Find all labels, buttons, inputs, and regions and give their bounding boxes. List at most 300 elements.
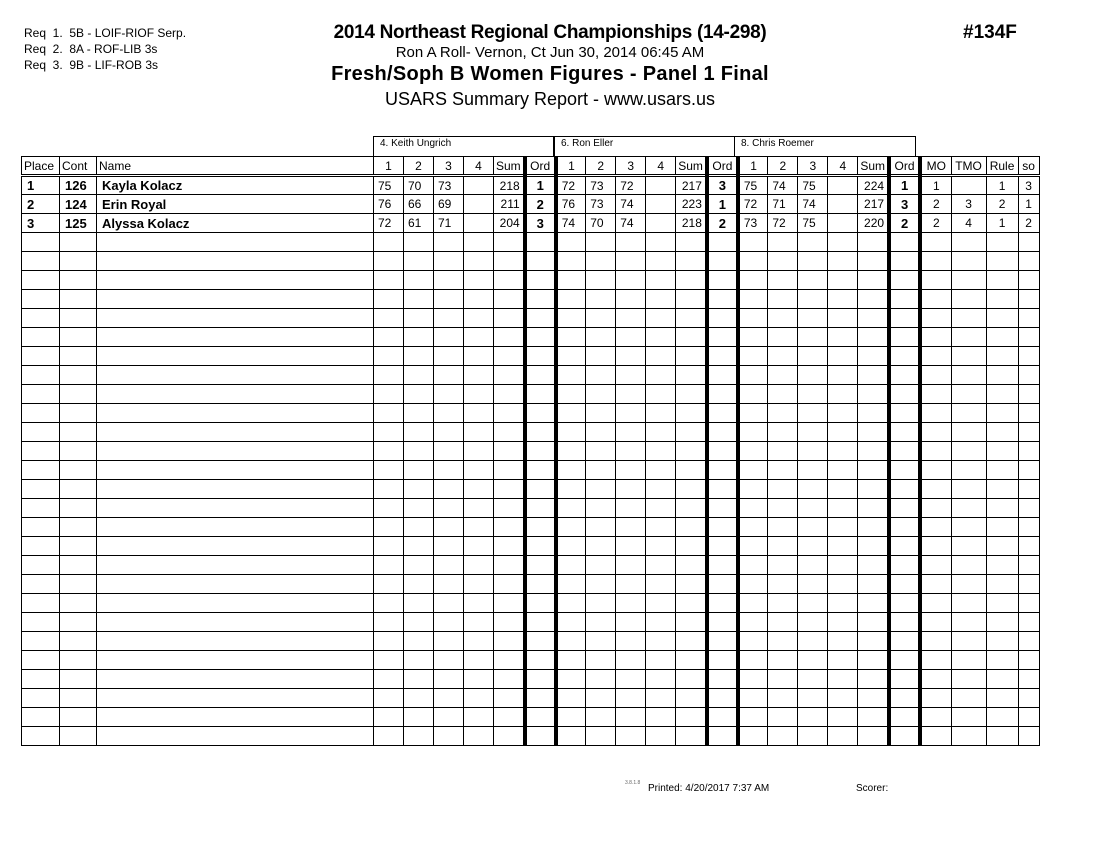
- judge-1-figure-3-score: [434, 347, 464, 366]
- col-j1-fig4: 4: [464, 157, 494, 176]
- mo-cell: [920, 385, 951, 404]
- judge-2-sum: [676, 252, 707, 271]
- judge-1-figure-3-score: [434, 708, 464, 727]
- judge-3-figure-3-score: [798, 670, 828, 689]
- judge-1-figure-2-score: [404, 385, 434, 404]
- judge-1-figure-2-score: [404, 347, 434, 366]
- rule-cell: [986, 708, 1018, 727]
- place-cell: [22, 252, 60, 271]
- scorer-label: Scorer:: [856, 783, 889, 794]
- judge-1-figure-1-score: [374, 613, 404, 632]
- skater-name-cell: [97, 252, 374, 271]
- judge-3-figure-4-score: [828, 176, 858, 195]
- judge-3-sum: [858, 404, 889, 423]
- judge-3-figure-4-score: [828, 461, 858, 480]
- judge-3-figure-3-score: [798, 347, 828, 366]
- judge-3-figure-3-score: [798, 632, 828, 651]
- so-cell: [1018, 518, 1039, 537]
- judge-3-figure-4-score: [828, 404, 858, 423]
- col-j1-ord: Ord: [525, 157, 556, 176]
- contestant-number-cell: [60, 423, 97, 442]
- so-cell: [1018, 670, 1039, 689]
- judge-3-figure-1-score: [738, 385, 768, 404]
- mo-cell: [920, 290, 951, 309]
- judge-2-figure-2-score: [586, 347, 616, 366]
- judge-2-figure-4-score: [646, 575, 676, 594]
- judge-2-ordinal: [707, 347, 738, 366]
- judge-2-figure-2-score: [586, 233, 616, 252]
- judge-1-figure-4-score: [464, 214, 494, 233]
- judge-2-sum: [676, 309, 707, 328]
- so-cell: [1018, 632, 1039, 651]
- judge-2-sum: [676, 689, 707, 708]
- judge-2-figure-4-score: [646, 727, 676, 746]
- judge-2-sum: [676, 423, 707, 442]
- judge-1-figure-1-score: [374, 423, 404, 442]
- judge-2-figure-2-score: [586, 423, 616, 442]
- contestant-number-cell: 124: [60, 195, 97, 214]
- judge-1-figure-3-score: [434, 385, 464, 404]
- judge-1-figure-1-score: [374, 727, 404, 746]
- judge-1-figure-1-score: [374, 537, 404, 556]
- contestant-number-cell: [60, 461, 97, 480]
- place-cell: 2: [22, 195, 60, 214]
- judge-1-figure-3-score: [434, 727, 464, 746]
- judge-1-sum: [494, 442, 525, 461]
- judge-3-figure-2-score: [768, 537, 798, 556]
- judge-1-figure-2-score: [404, 290, 434, 309]
- judge-1-ordinal: [525, 613, 556, 632]
- judge-3-ordinal: [889, 708, 920, 727]
- judge-1-figure-4-score: [464, 195, 494, 214]
- rule-cell: [986, 309, 1018, 328]
- tmo-cell: [951, 499, 986, 518]
- contestant-number-cell: [60, 727, 97, 746]
- competition-title: 2014 Northeast Regional Championships (14-298): [333, 22, 767, 43]
- place-cell: [22, 366, 60, 385]
- judge-1-figure-2-score: [404, 708, 434, 727]
- judge-1-sum: [494, 480, 525, 499]
- judge-1-figure-1-score: [374, 385, 404, 404]
- judge-3-figure-2-score: 72: [768, 214, 798, 233]
- judge-2-sum: 223: [676, 195, 707, 214]
- judge-3-figure-1-score: [738, 404, 768, 423]
- judge-3-sum: [858, 290, 889, 309]
- rule-cell: [986, 689, 1018, 708]
- judge-2-figure-3-score: [616, 385, 646, 404]
- table-row: [22, 195, 1040, 214]
- judge-1-figure-1-score: [374, 651, 404, 670]
- mo-cell: [920, 727, 951, 746]
- judge-2-figure-4-score: [646, 214, 676, 233]
- judge-3-figure-4-score: [828, 252, 858, 271]
- table-row: [22, 556, 1040, 575]
- judge-1-ordinal: [525, 651, 556, 670]
- judge-1-ordinal: 2: [525, 195, 556, 214]
- judge-1-figure-2-score: [404, 404, 434, 423]
- judge-2-figure-1-score: [556, 366, 586, 385]
- judge-1-ordinal: [525, 632, 556, 651]
- judge-2-figure-3-score: [616, 309, 646, 328]
- judge-2-ordinal: [707, 613, 738, 632]
- so-cell: [1018, 366, 1039, 385]
- col-j3-fig4: 4: [828, 157, 858, 176]
- judge-3-ordinal: [889, 689, 920, 708]
- judge-1-figure-1-score: [374, 670, 404, 689]
- judge-1-figure-4-score: [464, 461, 494, 480]
- judge-2-figure-3-score: [616, 537, 646, 556]
- contestant-number-cell: [60, 309, 97, 328]
- judge-3-figure-2-score: [768, 252, 798, 271]
- judge-3-figure-4-score: [828, 480, 858, 499]
- contestant-number-cell: [60, 575, 97, 594]
- place-cell: [22, 518, 60, 537]
- judge-1-ordinal: 3: [525, 214, 556, 233]
- requirement-3: Req 3. 9B - LIF-ROB 3s: [24, 58, 159, 72]
- judge-2-figure-3-score: [616, 499, 646, 518]
- judge-3-figure-2-score: [768, 632, 798, 651]
- tmo-cell: [951, 670, 986, 689]
- mo-cell: [920, 423, 951, 442]
- judge-1-ordinal: [525, 271, 556, 290]
- judge-2-figure-1-score: [556, 404, 586, 423]
- contestant-number-cell: [60, 708, 97, 727]
- tmo-cell: [951, 176, 986, 195]
- tmo-cell: [951, 252, 986, 271]
- tmo-cell: [951, 613, 986, 632]
- judge-1-ordinal: [525, 442, 556, 461]
- rule-cell: [986, 518, 1018, 537]
- judge-1-figure-4-score: [464, 271, 494, 290]
- judge-3-ordinal: [889, 556, 920, 575]
- judge-2-figure-4-score: [646, 366, 676, 385]
- tmo-cell: [951, 233, 986, 252]
- judge-1-figure-2-score: [404, 499, 434, 518]
- judge-2-figure-4-score: [646, 632, 676, 651]
- judge-2-sum: [676, 499, 707, 518]
- judge-1-figure-2-score: [404, 328, 434, 347]
- judge-1-figure-2-score: [404, 480, 434, 499]
- judge-3-ordinal: [889, 537, 920, 556]
- judge-2-figure-4-score: [646, 252, 676, 271]
- so-cell: [1018, 309, 1039, 328]
- judge-2-figure-1-score: [556, 328, 586, 347]
- judge-2-ordinal: [707, 385, 738, 404]
- mo-cell: [920, 271, 951, 290]
- judge-1-figure-4-score: [464, 556, 494, 575]
- judge-1-figure-3-score: 73: [434, 176, 464, 195]
- col-j2-sum: Sum: [676, 157, 707, 176]
- rule-cell: [986, 423, 1018, 442]
- judge-1-figure-3-score: [434, 670, 464, 689]
- judge-3-ordinal: [889, 613, 920, 632]
- col-j2-fig3: 3: [616, 157, 646, 176]
- judge-1-ordinal: [525, 233, 556, 252]
- tmo-cell: [951, 594, 986, 613]
- table-row: [22, 575, 1040, 594]
- table-row: [22, 233, 1040, 252]
- judge-3-figure-3-score: [798, 594, 828, 613]
- judge-2-figure-3-score: [616, 252, 646, 271]
- judge-1-figure-3-score: [434, 613, 464, 632]
- rule-cell: [986, 632, 1018, 651]
- judge-2-ordinal: [707, 442, 738, 461]
- col-j2-fig2: 2: [586, 157, 616, 176]
- judge-3-figure-1-score: [738, 328, 768, 347]
- place-cell: [22, 575, 60, 594]
- contestant-number-cell: [60, 442, 97, 461]
- so-cell: 1: [1018, 195, 1039, 214]
- judge-1-sum: [494, 404, 525, 423]
- judge-2-figure-1-score: [556, 290, 586, 309]
- table-row: [22, 347, 1040, 366]
- contestant-number-cell: 126: [60, 176, 97, 195]
- rule-cell: 2: [986, 195, 1018, 214]
- contestant-number-cell: [60, 689, 97, 708]
- judge-1-ordinal: [525, 366, 556, 385]
- judge-1-figure-1-score: [374, 347, 404, 366]
- judge-1-ordinal: [525, 404, 556, 423]
- judge-1-figure-4-score: [464, 613, 494, 632]
- rule-cell: [986, 556, 1018, 575]
- judge-2-figure-1-score: [556, 499, 586, 518]
- judge-1-ordinal: [525, 480, 556, 499]
- judge-2-figure-4-score: [646, 176, 676, 195]
- judge-3-figure-2-score: [768, 708, 798, 727]
- judge-1-sum: [494, 537, 525, 556]
- judge-3-sum: [858, 461, 889, 480]
- judge-3-sum: [858, 689, 889, 708]
- judge-2-figure-1-score: [556, 594, 586, 613]
- table-row: [22, 518, 1040, 537]
- judge-1-figure-3-score: [434, 518, 464, 537]
- judge-2-figure-1-score: [556, 537, 586, 556]
- judge-2-ordinal: [707, 689, 738, 708]
- judge-3-figure-4-score: [828, 423, 858, 442]
- judge-2-figure-2-score: [586, 404, 616, 423]
- skater-name-cell: [97, 575, 374, 594]
- judge-3-figure-3-score: 75: [798, 214, 828, 233]
- judge-3-sum: [858, 328, 889, 347]
- judge-2-sum: [676, 480, 707, 499]
- mo-cell: [920, 404, 951, 423]
- judge-2-ordinal: [707, 727, 738, 746]
- judge-2-figure-2-score: [586, 651, 616, 670]
- judge-2-figure-3-score: [616, 461, 646, 480]
- judge-2-ordinal: 3: [707, 176, 738, 195]
- judge-1-figure-4-score: [464, 727, 494, 746]
- requirement-2: Req 2. 8A - ROF-LIB 3s: [24, 42, 158, 56]
- so-cell: [1018, 290, 1039, 309]
- judge-1-sum: [494, 499, 525, 518]
- judge-2-figure-1-score: [556, 480, 586, 499]
- judge-2-figure-2-score: [586, 480, 616, 499]
- judge-2-sum: [676, 328, 707, 347]
- judge-3-figure-4-score: [828, 214, 858, 233]
- judge-2-figure-2-score: [586, 670, 616, 689]
- judge-1-figure-2-score: [404, 689, 434, 708]
- judge-3-sum: [858, 442, 889, 461]
- judge-1-figure-2-score: [404, 518, 434, 537]
- judge-2-figure-2-score: [586, 575, 616, 594]
- rule-cell: [986, 670, 1018, 689]
- judge-1-figure-4-score: [464, 404, 494, 423]
- judge-1-figure-4-score: [464, 499, 494, 518]
- judge-3-figure-2-score: 71: [768, 195, 798, 214]
- judge-2-figure-2-score: [586, 689, 616, 708]
- table-row: [22, 461, 1040, 480]
- judge-1-figure-4-score: [464, 651, 494, 670]
- judge-3-figure-2-score: [768, 613, 798, 632]
- judge-3-figure-3-score: [798, 727, 828, 746]
- judge-2-figure-2-score: [586, 328, 616, 347]
- skater-name-cell: [97, 613, 374, 632]
- col-j3-ord: Ord: [889, 157, 920, 176]
- judge-1-sum: 218: [494, 176, 525, 195]
- judge-2-figure-1-score: [556, 385, 586, 404]
- judge-2-figure-2-score: 73: [586, 176, 616, 195]
- judge-2-figure-3-score: [616, 727, 646, 746]
- judge-2-figure-2-score: [586, 252, 616, 271]
- judge-3-figure-1-score: [738, 537, 768, 556]
- judge-3-sum: [858, 594, 889, 613]
- judge-2-sum: [676, 594, 707, 613]
- rule-cell: [986, 727, 1018, 746]
- judge-3-sum: [858, 537, 889, 556]
- judge-1-figure-3-score: [434, 366, 464, 385]
- judge-2-figure-4-score: [646, 385, 676, 404]
- judge-2-figure-2-score: [586, 385, 616, 404]
- judge-3-sum: [858, 309, 889, 328]
- judge-1-figure-3-score: [434, 575, 464, 594]
- judge-2-figure-4-score: [646, 518, 676, 537]
- judge-3-figure-2-score: [768, 404, 798, 423]
- judge-3-figure-4-score: [828, 670, 858, 689]
- judge-1-figure-2-score: [404, 271, 434, 290]
- rule-cell: [986, 347, 1018, 366]
- judge-2-figure-3-score: [616, 404, 646, 423]
- tmo-cell: [951, 385, 986, 404]
- rule-cell: [986, 271, 1018, 290]
- judge-1-figure-1-score: [374, 252, 404, 271]
- contestant-number-cell: [60, 480, 97, 499]
- venue-date: Ron A Roll- Vernon, Ct Jun 30, 2014 06:45 AM: [395, 44, 705, 61]
- judge-1-figure-2-score: [404, 423, 434, 442]
- so-cell: 3: [1018, 176, 1039, 195]
- judge-2-figure-1-score: [556, 347, 586, 366]
- judge-3-ordinal: [889, 309, 920, 328]
- so-cell: [1018, 461, 1039, 480]
- judge-2-figure-4-score: [646, 651, 676, 670]
- judge-3-figure-2-score: [768, 461, 798, 480]
- judge-2-figure-1-score: [556, 575, 586, 594]
- so-cell: [1018, 613, 1039, 632]
- table-row: [22, 290, 1040, 309]
- judge-1-sum: [494, 727, 525, 746]
- place-cell: 3: [22, 214, 60, 233]
- judge-1-figure-4-score: [464, 689, 494, 708]
- judge-2-figure-2-score: [586, 518, 616, 537]
- judge-3-sum: [858, 252, 889, 271]
- judge-2-figure-1-score: [556, 442, 586, 461]
- judge-3-figure-1-score: 73: [738, 214, 768, 233]
- judge-2-figure-3-score: [616, 328, 646, 347]
- mo-cell: [920, 651, 951, 670]
- skater-name-cell: [97, 309, 374, 328]
- col-cont: Cont: [60, 157, 97, 176]
- judge-2-figure-3-score: [616, 423, 646, 442]
- judge-3-figure-4-score: [828, 309, 858, 328]
- judge-1-sum: [494, 271, 525, 290]
- judge-2-ordinal: [707, 404, 738, 423]
- judge-1-figure-4-score: [464, 309, 494, 328]
- contestant-number-cell: [60, 252, 97, 271]
- col-j3-fig3: 3: [798, 157, 828, 176]
- judge-2-ordinal: [707, 423, 738, 442]
- skater-name-cell: [97, 290, 374, 309]
- contestant-number-cell: [60, 290, 97, 309]
- col-j3-fig2: 2: [768, 157, 798, 176]
- judge-1-sum: 211: [494, 195, 525, 214]
- table-row: [22, 727, 1040, 746]
- judge-1-figure-1-score: [374, 461, 404, 480]
- judge-header-2: 6. Ron Eller: [554, 136, 735, 156]
- contestant-number-cell: [60, 233, 97, 252]
- judge-2-ordinal: [707, 366, 738, 385]
- judge-2-figure-4-score: [646, 461, 676, 480]
- so-cell: [1018, 385, 1039, 404]
- judge-2-figure-3-score: [616, 613, 646, 632]
- skater-name-cell: Erin Royal: [97, 195, 374, 214]
- judge-3-figure-3-score: [798, 461, 828, 480]
- place-cell: [22, 461, 60, 480]
- judge-2-sum: [676, 537, 707, 556]
- judge-2-figure-4-score: [646, 499, 676, 518]
- judge-1-figure-2-score: [404, 537, 434, 556]
- judge-3-figure-3-score: [798, 480, 828, 499]
- col-j3-fig1: 1: [738, 157, 768, 176]
- judge-3-ordinal: [889, 670, 920, 689]
- table-row: [22, 423, 1040, 442]
- judge-1-figure-4-score: [464, 442, 494, 461]
- judge-1-figure-3-score: [434, 632, 464, 651]
- judge-2-sum: [676, 271, 707, 290]
- judge-3-figure-3-score: [798, 385, 828, 404]
- judge-2-ordinal: [707, 461, 738, 480]
- rule-cell: 1: [986, 176, 1018, 195]
- tmo-cell: [951, 328, 986, 347]
- judge-1-figure-4-score: [464, 575, 494, 594]
- judge-2-figure-4-score: [646, 290, 676, 309]
- judge-1-sum: [494, 461, 525, 480]
- mo-cell: [920, 461, 951, 480]
- judge-3-figure-2-score: [768, 499, 798, 518]
- tmo-cell: [951, 556, 986, 575]
- judge-1-figure-4-score: [464, 594, 494, 613]
- skater-name-cell: [97, 271, 374, 290]
- rule-cell: [986, 594, 1018, 613]
- judge-1-figure-3-score: [434, 309, 464, 328]
- rule-cell: [986, 366, 1018, 385]
- mo-cell: [920, 328, 951, 347]
- judge-3-figure-3-score: [798, 252, 828, 271]
- judge-1-figure-4-score: [464, 537, 494, 556]
- judge-3-ordinal: [889, 366, 920, 385]
- judge-3-figure-2-score: [768, 594, 798, 613]
- judge-3-sum: [858, 347, 889, 366]
- judge-3-sum: [858, 271, 889, 290]
- judge-3-figure-4-score: [828, 537, 858, 556]
